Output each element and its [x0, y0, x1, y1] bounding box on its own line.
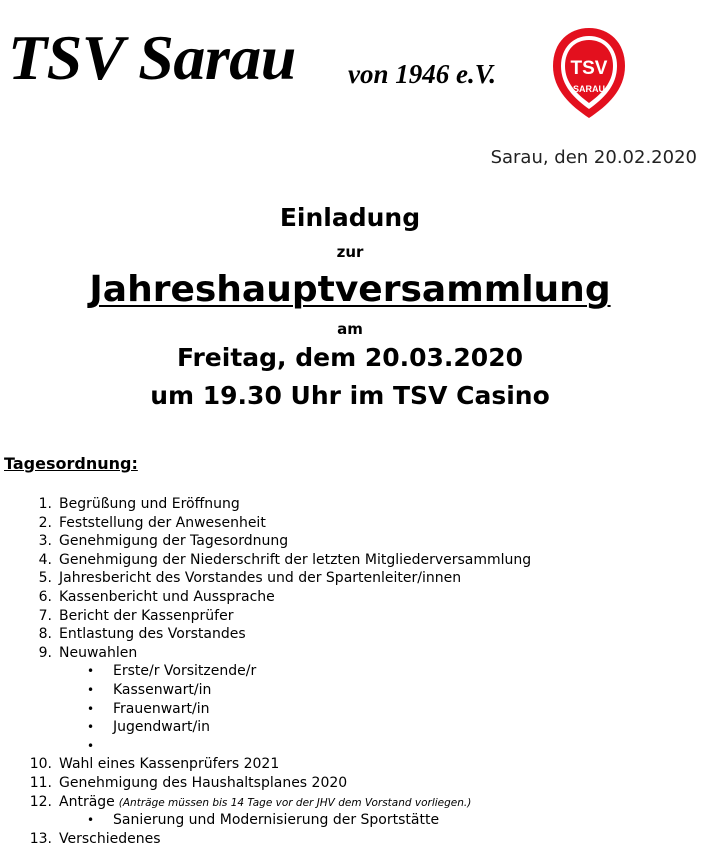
agenda-item-label: Genehmigung der Tagesordnung [59, 533, 289, 550]
agenda-item-label: Neuwahlen [59, 644, 138, 661]
agenda-item-number: 9. [38, 644, 52, 661]
agenda-item-number: 10. [29, 756, 52, 773]
agenda-sub-item [0, 811, 715, 830]
agenda-item [0, 830, 715, 849]
agenda-item [0, 755, 715, 774]
logo-text-bottom: SARAU [572, 84, 606, 94]
agenda-item-label: Wahl eines Kassenprüfers 2021 [59, 756, 280, 773]
agenda-sub-item-text: Frauenwart/in [113, 700, 210, 717]
agenda-item-number: 11. [29, 774, 52, 791]
invitation-date: Freitag, dem 20.03.2020 [176, 343, 523, 372]
agenda-sub-item [0, 718, 715, 737]
agenda-item [0, 774, 715, 793]
agenda-heading: Tagesordnung: [4, 454, 138, 473]
agenda-item-number: 1. [38, 496, 52, 512]
agenda-item-number: 7. [38, 607, 52, 624]
agenda-item [0, 644, 715, 663]
agenda-item-text [59, 793, 471, 813]
bullet-icon: • [87, 738, 95, 753]
agenda-item-text [59, 607, 233, 626]
agenda-item-note: (Anträge müssen bis 14 Tage vor der JHV dem Vorstand vorliegen.) [118, 796, 472, 809]
bullet-icon: • [87, 682, 95, 697]
agenda-item-text [59, 830, 161, 849]
logo-text-top: TSV [570, 58, 608, 79]
agenda-sub-item-text: Jugendwart/in [113, 719, 211, 736]
agenda-item-number: 12. [29, 793, 52, 810]
agenda-item-label: Begrüßung und Eröffnung [59, 496, 240, 512]
agenda-sub-item-text: Sanierung und Modernisierung der Sportstätte [113, 812, 440, 829]
bullet-icon: • [87, 720, 95, 735]
bullet-icon: • [87, 813, 95, 828]
agenda-item-label: Genehmigung der Niederschrift der letzten Mitgliederversammlung [59, 551, 532, 568]
club-logo [551, 26, 627, 120]
agenda-sub-item [0, 662, 715, 681]
agenda-item-label: Entlastung des Vorstandes [59, 626, 246, 643]
bullet-icon: • [87, 701, 95, 716]
agenda-sub-item [0, 737, 715, 756]
agenda-item [0, 569, 715, 588]
invitation-zur: zur [336, 243, 364, 261]
agenda-sub-item-text: Kassenwart/in [113, 681, 212, 698]
club-founded-subtitle: von 1946 e.V. [348, 59, 497, 89]
invitation-title: Einladung [279, 203, 421, 232]
agenda-item [0, 793, 715, 812]
agenda-item-text [59, 755, 279, 774]
letter-date: Sarau, den 20.02.2020 [490, 147, 697, 168]
agenda-item-label: Jahresbericht des Vorstandes und der Spartenleiter/innen [59, 570, 462, 587]
agenda-item-number: 3. [38, 533, 52, 550]
invitation-event: Jahreshauptversammlung [89, 269, 611, 310]
agenda-item-text [59, 644, 137, 663]
agenda-item [0, 514, 715, 533]
agenda-list [0, 495, 715, 848]
agenda-item-text [59, 625, 246, 644]
agenda-item-text [59, 774, 347, 793]
agenda-sub-item [0, 681, 715, 700]
agenda-item-label: Kassenbericht und Aussprache [59, 588, 275, 605]
agenda-item-label: Bericht der Kassenprüfer [59, 607, 234, 624]
agenda-item [0, 532, 715, 551]
agenda-item-label: Feststellung der Anwesenheit [59, 514, 266, 531]
agenda-item-number: 8. [38, 626, 52, 643]
agenda-item-number: 2. [38, 514, 52, 531]
agenda-item-text [59, 532, 288, 551]
agenda-item-label: Genehmigung des Haushaltsplanes 2020 [59, 774, 348, 791]
agenda-item [0, 625, 715, 644]
agenda-item-text [59, 588, 275, 607]
club-name-title: TSV Sarau [8, 22, 296, 93]
agenda-item-label: Verschiedenes [59, 830, 161, 847]
agenda-item [0, 551, 715, 570]
invitation-am: am [337, 320, 363, 338]
agenda-item [0, 588, 715, 607]
agenda-item-text [59, 514, 266, 533]
agenda-sub-item [0, 700, 715, 719]
agenda-item-number: 13. [29, 830, 52, 847]
agenda-item-number: 6. [38, 588, 52, 605]
agenda-item-text [59, 569, 461, 588]
bullet-icon: • [87, 664, 95, 679]
invitation-time-place: um 19.30 Uhr im TSV Casino [150, 381, 550, 410]
agenda-sub-item-text: Erste/r Vorsitzende/r [113, 663, 257, 680]
agenda-item-label: Anträge [59, 793, 115, 810]
agenda-item-number: 5. [38, 570, 52, 587]
agenda-item-text [59, 551, 531, 570]
agenda-item [0, 495, 715, 514]
agenda-item-number: 4. [38, 551, 52, 568]
agenda-item-text [59, 495, 240, 514]
agenda-item [0, 607, 715, 626]
